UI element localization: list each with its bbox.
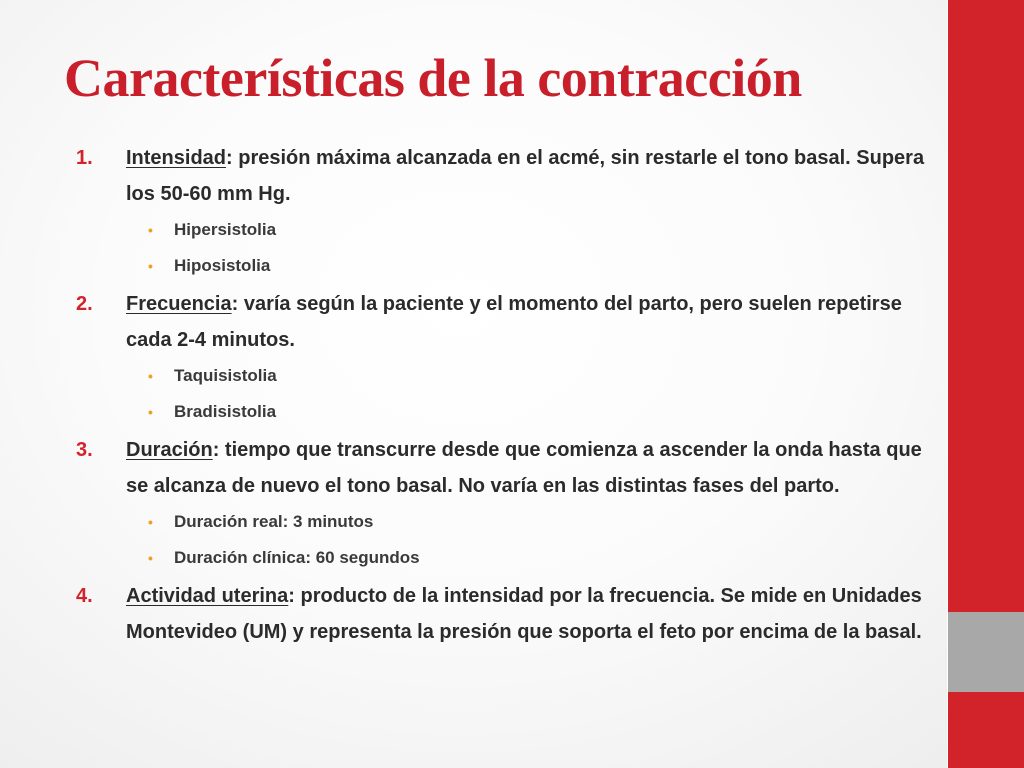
sub-item-label: Hiposistolia [174, 256, 271, 275]
bullet-icon: • [148, 404, 153, 420]
item-text [126, 286, 936, 358]
sub-item-label: Duración clínica: 60 segundos [174, 548, 420, 567]
sub-item-label: Taquisistolia [174, 366, 277, 385]
sub-item [148, 394, 936, 430]
sidebar-red-band-top [948, 0, 1024, 612]
sub-item-label: Bradisistolia [174, 402, 277, 421]
item-number: 2. [76, 293, 93, 315]
item-number: 3. [76, 439, 93, 461]
bullet-icon: • [148, 258, 153, 274]
item-description: : tiempo que transcurre desde que comienza a ascender la onda hasta que se alcanza de nuevo el tono basal. No varía en las distintas fases del parto. [126, 439, 922, 497]
slide-title: Características de la contracción [64, 48, 802, 108]
sub-list [126, 212, 936, 284]
item-number: 4. [76, 585, 93, 607]
item-description: : producto de la intensidad por la frecuencia. Se mide en Unidades Montevideo (UM) y representa la presión que soporta el feto por encima de la basal. [126, 585, 922, 643]
list-item-actividad-uterina [76, 578, 936, 650]
item-description: : presión máxima alcanzada en el acmé, sin restarle el tono basal. Supera los 50-60 mm Hg. [126, 147, 925, 205]
item-text [126, 578, 936, 650]
sidebar-red-band-bottom [948, 692, 1024, 768]
item-term: Intensidad [126, 147, 227, 169]
bullet-icon: • [148, 222, 153, 238]
bullet-icon: • [148, 550, 153, 566]
bullet-icon: • [148, 514, 153, 530]
sub-item [148, 212, 936, 248]
item-term: Duración [126, 439, 213, 461]
bullet-icon: • [148, 368, 153, 384]
sub-list [126, 358, 936, 430]
item-description: : varía según la paciente y el momento del parto, pero suelen repetirse cada 2-4 minutos. [126, 293, 902, 351]
item-text [126, 140, 936, 212]
item-term: Actividad uterina [126, 585, 289, 607]
item-number: 1. [76, 147, 93, 169]
item-term: Frecuencia [126, 293, 232, 315]
sidebar-gray-band [948, 612, 1024, 692]
item-text [126, 432, 936, 504]
list-item-frecuencia [76, 286, 936, 430]
sub-item [148, 248, 936, 284]
sub-item [148, 358, 936, 394]
sub-item [148, 540, 936, 576]
list-item-intensidad [76, 140, 936, 284]
sub-item-label: Duración real: 3 minutos [174, 512, 374, 531]
numbered-list [76, 140, 936, 650]
decorative-sidebar [947, 0, 1024, 768]
sub-item [148, 504, 936, 540]
list-item-duracion [76, 432, 936, 576]
sub-list [126, 504, 936, 576]
sub-item-label: Hipersistolia [174, 220, 277, 239]
